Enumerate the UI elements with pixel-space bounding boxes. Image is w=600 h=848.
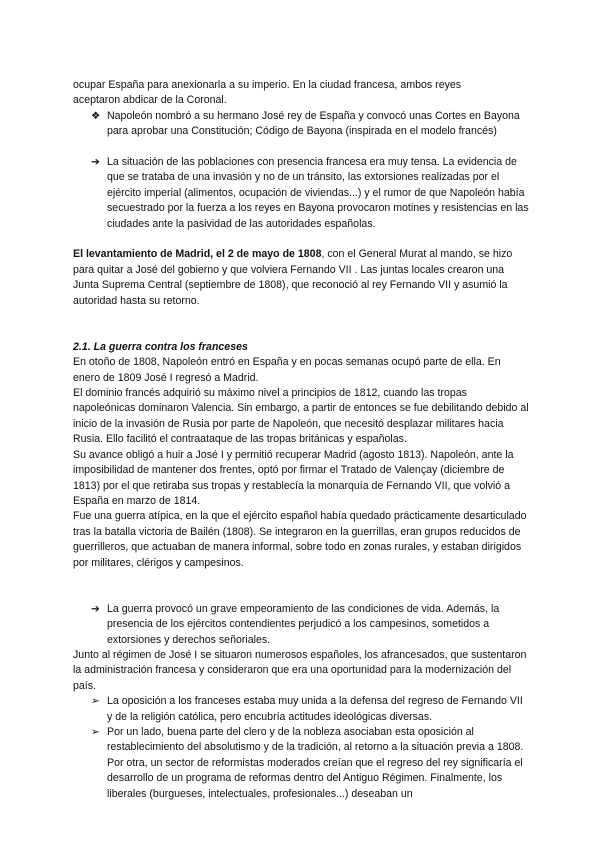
spacer	[73, 140, 529, 155]
paragraph-levantamiento	[73, 247, 529, 309]
levantamiento-rest: , con el General Murat al mando, se hizo para quitar a José del gobierno y que volviera Fernando VII . Las juntas locales crearon una Junta Suprema Central (septiembre de 1808), que reconoció al rey Fernando VII y asumió la autoridad hasta su retorno.	[73, 248, 513, 307]
section-heading: 2.1. La guerra contra los franceses	[73, 340, 248, 353]
intro-line-2: aceptaron abdicar de la Coronal.	[73, 94, 227, 107]
arrow-item-tension-text: La situación de las poblaciones con presencia francesa era muy tensa. La evidencia de que se trataba de una invasión y no de un tránsito, las extorsiones realizadas por el ejército imperial (alimentos, ocupación de viviendas...) y el rumor de que Napoleón había secuestrado por la fuerza a los reyes en Bayona provocaron motines y resistencias en las ciudades ante la pasividad de las autoridades españolas.	[107, 156, 529, 230]
section-paragraph-1: En otoño de 1808, Napoleón entró en España y en pocas semanas ocupó parte de ella. En enero de 1809 José I regresó a Madrid.	[73, 356, 501, 384]
sub-item-oposicion	[73, 694, 529, 725]
section-paragraph-4: Fue una guerra atípica, en la que el ejército español había quedado prácticamente desarticulado tras la batalla victoria de Bailén (1808). Se integraron en la guerrillas, eran grupos reducidos de guerrilleros, que actuaban de manera informal, sobre todo en zonas rurales, y estaban dirigidos por militares, clérigos y campesinos.	[73, 510, 527, 569]
arrow-item-tension	[73, 155, 529, 232]
sub-item-clero-text: Por un lado, buena parte del clero y de la nobleza asociaban esta oposición al restablecimiento del absolutismo y de la tradición, al retorno a la situación previa a 1808. Por otra, un sector de reformistas moderados creían que el regreso del rey significaría el desarrollo de un programa de reformas dentro del Antiguo Régimen. Finalmente, los liberales (burgueses, intelectuales, profesionales...) deseaban un	[107, 726, 524, 800]
arrow-item-guerra	[73, 602, 529, 648]
arrow-bullet-icon: ➔	[91, 156, 100, 169]
arrowhead-bullet-icon: ➢	[91, 695, 100, 708]
section-paragraph-2: El dominio francés adquirió su máximo nivel a principios de 1812, cuando las tropas napoleónicas dominaron Valencia. Sin embargo, a partir de entonces se fue debilitando debido al inicio de la invasión de Rusia por parte de Napoleón, que necesitó desplazar militares hacia Rusia. Ello facilitó el contraataque de las tropas británicas y españolas.	[73, 387, 529, 446]
spacer	[73, 571, 529, 602]
paragraph-afrancesados: Junto al régimen de José I se situaron numerosos españoles, los afrancesados, que sustentaron la administración francesa y consideraron que era una oportunidad para la modernización del país.	[73, 648, 527, 692]
document-page	[73, 78, 529, 802]
levantamiento-bold: El levantamiento de Madrid, el 2 de mayo de 1808	[73, 248, 322, 261]
sub-item-oposicion-text: La oposición a los franceses estaba muy unida a la defensa del regreso de Fernando VII y de la religión católica, pero encubría actitudes ideológicas diversas.	[107, 695, 523, 723]
arrow-bullet-icon: ➔	[91, 602, 100, 615]
intro-line-1: ocupar España para anexionarla a su imperio. En la ciudad francesa, ambos reyes	[73, 79, 462, 91]
sub-item-clero	[73, 725, 529, 802]
arrow-item-guerra-text: La guerra provocó un grave empeoramiento de las condiciones de vida. Además, la presencia de los ejércitos contendientes perjudicó a los campesinos, sometidos a extorsiones y derechos señoriales.	[107, 602, 500, 646]
spacer	[73, 232, 529, 247]
arrowhead-bullet-icon: ➢	[91, 726, 100, 738]
diamond-bullet-icon: ❖	[91, 109, 101, 122]
spacer	[73, 309, 529, 340]
bullet-bayona-text: Napoleón nombró a su hermano José rey de España y convocó unas Cortes en Bayona para aprobar una Constitución; Código de Bayona (inspirada en el modelo francés)	[107, 109, 520, 138]
section-paragraph-3: Su avance obligó a huir a José I y permitió recuperar Madrid (agosto 1813). Napoleón, ante la imposibilidad de mantener dos frentes, optó por firmar el Tratado de Valençay (diciembre de 1813) por el que retiraba sus tropas y restablecía la monarquía de Fernando VII, que volvió a España en marzo de 1814.	[73, 448, 514, 507]
bullet-bayona	[73, 109, 529, 140]
